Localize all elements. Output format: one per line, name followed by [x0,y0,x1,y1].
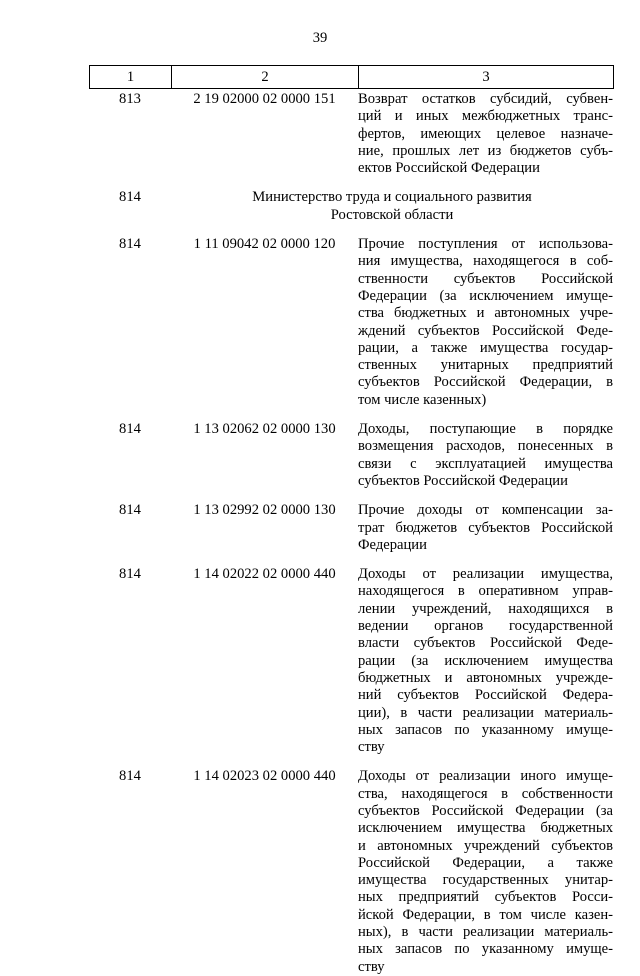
admin-code: 814 [119,566,141,583]
description-line: субъектов Российской Федерации, в [358,374,613,391]
table-row [0,421,640,490]
description-line: ний субъектов Российской Федера- [358,687,613,704]
description-line: ции), в части реализации материаль- [358,704,613,721]
description-line: бюджетных и автономных учрежде- [358,669,613,686]
section-title-line: Ростовской области [330,206,454,223]
row-gap [0,224,640,236]
description-line: субъектов Российской Федерации [358,472,568,489]
income-description [358,502,613,554]
description-line: субъектов Российской Федерации (за [358,802,613,819]
income-description [358,421,613,490]
description-line: рации, а также имущества государ- [358,339,613,356]
page-number: 39 [312,30,328,46]
income-description [358,236,613,409]
description-line: ства, находящегося в собственности [358,785,613,802]
column-header-1: 1 [90,66,172,89]
description-line: Российской Федерации, а также [358,854,613,871]
description-line: ству [358,739,385,756]
description-line: ству [358,958,385,975]
description-line: связи с эксплуатацией имущества [358,455,613,472]
description-line: Доходы, поступающие в порядке [358,421,613,438]
budget-code: 1 14 02023 02 0000 440 [193,768,336,785]
column-header-2: 2 [172,66,359,89]
description-line: рации (за исключением имущества [358,652,613,669]
row-gap [0,177,640,189]
description-line: Федерации (за исключением имуще- [358,287,613,304]
section-title-line: Министерство труда и социального развития [252,189,532,206]
table-row [0,236,640,409]
table-row [0,566,640,756]
description-line: ных предприятий субъектов Росси- [358,889,613,906]
admin-code: 814 [119,768,141,785]
section-header-row [0,189,640,224]
description-line: ния имущества, находящегося в соб- [358,253,613,270]
description-line: и автономных учреждений субъектов [358,837,613,854]
row-gap [0,490,640,502]
column-header-3: 3 [359,66,614,89]
description-line: ждений субъектов Российской Феде- [358,322,613,339]
admin-code: 813 [119,91,141,107]
table-row [0,768,640,976]
description-line: фертов, имеющих целевое назначе- [358,125,613,142]
admin-code: 814 [119,189,141,206]
description-line: ведении органов государственной [358,618,613,635]
description-line: ства бюджетных и автономных учре- [358,305,613,322]
table-header [89,65,614,89]
description-line: ных), в части реализации материаль- [358,924,613,941]
description-line: лении учреждений, находящихся в [358,600,613,617]
description-line: йской Федерации, в том числе казен- [358,906,613,923]
description-line: власти субъектов Российской Феде- [358,635,613,652]
description-line: имущества государственных унитар- [358,872,613,889]
table-row [0,91,640,177]
admin-code: 814 [119,236,141,253]
description-line: Возврат остатков субсидий, субвен- [358,91,613,107]
description-line: Доходы от реализации имущества, [358,566,613,583]
description-line: находящегося в оперативном управ- [358,583,613,600]
budget-code: 1 11 09042 02 0000 120 [193,236,336,253]
description-line: ектов Российской Федерации [358,160,540,177]
description-line: исключением имущества бюджетных [358,820,613,837]
description-line: ных запасов по указанному имуще- [358,721,613,738]
description-line: том числе казенных) [358,391,487,408]
admin-code: 814 [119,421,141,438]
income-description [358,768,613,976]
admin-code: 814 [119,502,141,519]
budget-code: 2 19 02000 02 0000 151 [193,91,336,107]
row-gap [0,554,640,566]
description-line: Федерации [358,536,427,553]
description-line: ций и иных межбюджетных транс- [358,108,613,125]
description-line: возмещения расходов, понесенных в [358,438,613,455]
budget-code: 1 13 02992 02 0000 130 [193,502,336,519]
description-line: Прочие поступления от использова- [358,236,613,253]
description-line: ственных унитарных предприятий [358,357,613,374]
budget-code: 1 14 02022 02 0000 440 [193,566,336,583]
description-line: ных запасов по указанному имуще- [358,941,613,958]
row-gap [0,756,640,768]
section-title [171,189,613,224]
table-body [0,91,640,976]
description-line: трат бюджетов субъектов Российской [358,519,613,536]
income-description [358,566,613,756]
row-gap [0,409,640,421]
description-line: ственности субъектов Российской [358,270,613,287]
description-line: Прочие доходы от компенсации за- [358,502,613,519]
table-row [0,502,640,554]
description-line: Доходы от реализации иного имуще- [358,768,613,785]
income-description [358,91,613,177]
budget-code: 1 13 02062 02 0000 130 [193,421,336,438]
description-line: ние, прошлых лет из бюджетов субъ- [358,142,613,159]
